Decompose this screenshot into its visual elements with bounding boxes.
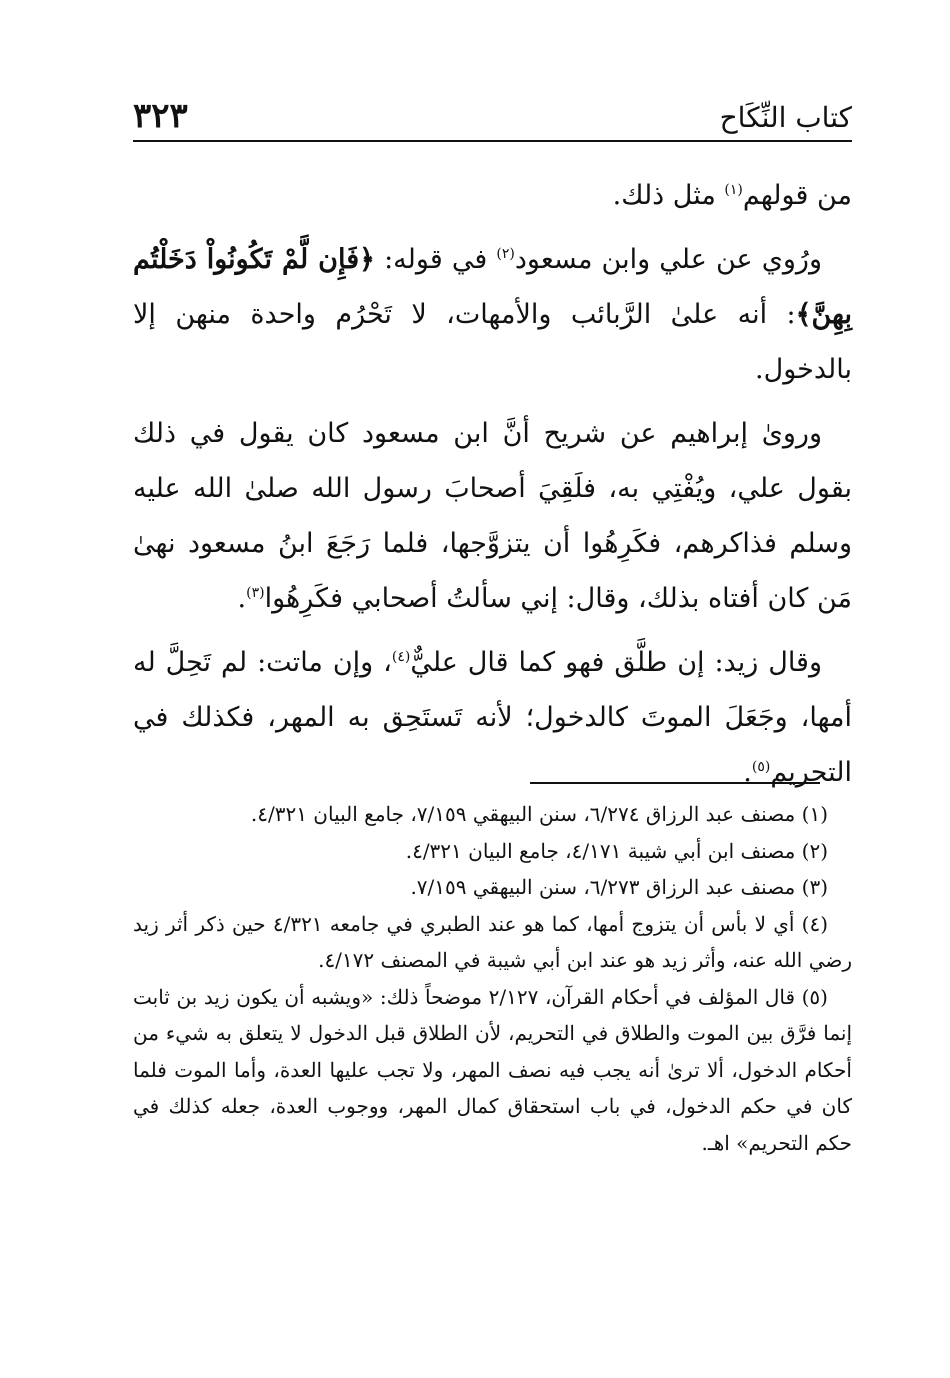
paragraph-2 (133, 232, 852, 397)
paragraph-text: . (237, 583, 247, 614)
footnote-ref-3: (٣) (246, 585, 265, 601)
paragraph-1 (133, 168, 852, 223)
paragraph-text: وقال زيد: إن طلَّق فهو كما قال عليٌّ (410, 647, 822, 678)
paragraph-text: . (743, 757, 752, 788)
running-header (133, 88, 852, 142)
page-number: ٣٢٣ (133, 96, 188, 136)
footnote-1: (١) مصنف عبد الرزاق ٦/٢٧٤، سنن البيهقي ٧/١٥٩، جامع البيان ٤/٣٢١. (250, 802, 828, 826)
main-text (133, 168, 852, 809)
footnote-ref-4: (٤) (391, 649, 411, 665)
footnote-4: (٤) أي لا بأس أن يتزوج أمها، كما هو عند الطبري في جامعه ٤/٣٢١ حين ذكر أثر زيد رضي الله عنه، وأثر زيد هو عند ابن أبي شيبة في المصنف ٤/١٧٢. (133, 911, 852, 972)
paragraph-3 (133, 406, 852, 626)
paragraph-text: ورُوي عن علي وابن مسعود (514, 244, 822, 275)
paragraph-text: ، وإن ماتت: لم تَحِلَّ له أمها، وجَعَلَ الموتَ كالدخول؛ لأنه تَستَحِق به المهر، فكذلك في التحريم (133, 647, 852, 788)
footnote-divider (530, 782, 820, 784)
paragraph-text: : أنه علىٰ الرَّبائب والأمهات، لا تَحْرُم واحدة منهن إلا بالدخول. (133, 299, 852, 385)
paragraph-text: مثل ذلك. (612, 180, 725, 211)
paragraph-text: ورویٰ إبراهيم عن شريح أنَّ ابن مسعود كان يقول في ذلك بقول علي، ويُفْتِي به، فلَقِيَ أصحابَ رسول الله صلىٰ الله عليه وسلم فذاكرهم، فكَرِهُوا أن يتزوَّجها، فلما رَجَعَ ابنُ مسعود نهىٰ مَن كان أفتاه بذلك، وقال: إني سألتُ أصحابي فكَرِهُوا (133, 418, 852, 614)
footnote-ref-5: (٥) (751, 759, 771, 775)
footnote-5: (٥) قال المؤلف في أحكام القرآن، ٢/١٢٧ موضحاً ذلك: «ويشبه أن يكون زيد بن ثابت إنما فرَّق بين الموت والطلاق في التحريم، لأن الطلاق قبل الدخول لا يتعلق به شيء من أحكام الدخول، ألا ترىٰ أنه يجب فيه نصف المهر، ولا تجب عليها العدة، وأما الموت فلما كان في حكم الدخول، في باب استحقاق كمال المهر، ووجوب العدة، جعله كذلك في حكم التحريم» اهـ. (133, 984, 852, 1155)
footnote-ref-1: (١) (724, 182, 743, 198)
paragraph-text: في قوله: (374, 244, 497, 275)
quran-verse: ﴿فَإِن لَّمْ تَكُونُواْ دَخَلْتُم بِهِنَّ﴾ (133, 244, 852, 330)
footnote-ref-2: (٢) (496, 246, 515, 262)
footnotes (133, 796, 852, 1161)
paragraph-4 (133, 635, 852, 800)
chapter-title: كتاب النِّكَاح (719, 101, 852, 134)
footnote-2: (٢) مصنف ابن أبي شيبة ٤/١٧١، جامع البيان ٤/٣٢١. (405, 838, 828, 863)
paragraph-text: من قولهم (742, 180, 852, 211)
footnote-3: (٣) مصنف عبد الرزاق ٦/٢٧٣، سنن البيهقي ٧/١٥٩. (410, 875, 828, 899)
